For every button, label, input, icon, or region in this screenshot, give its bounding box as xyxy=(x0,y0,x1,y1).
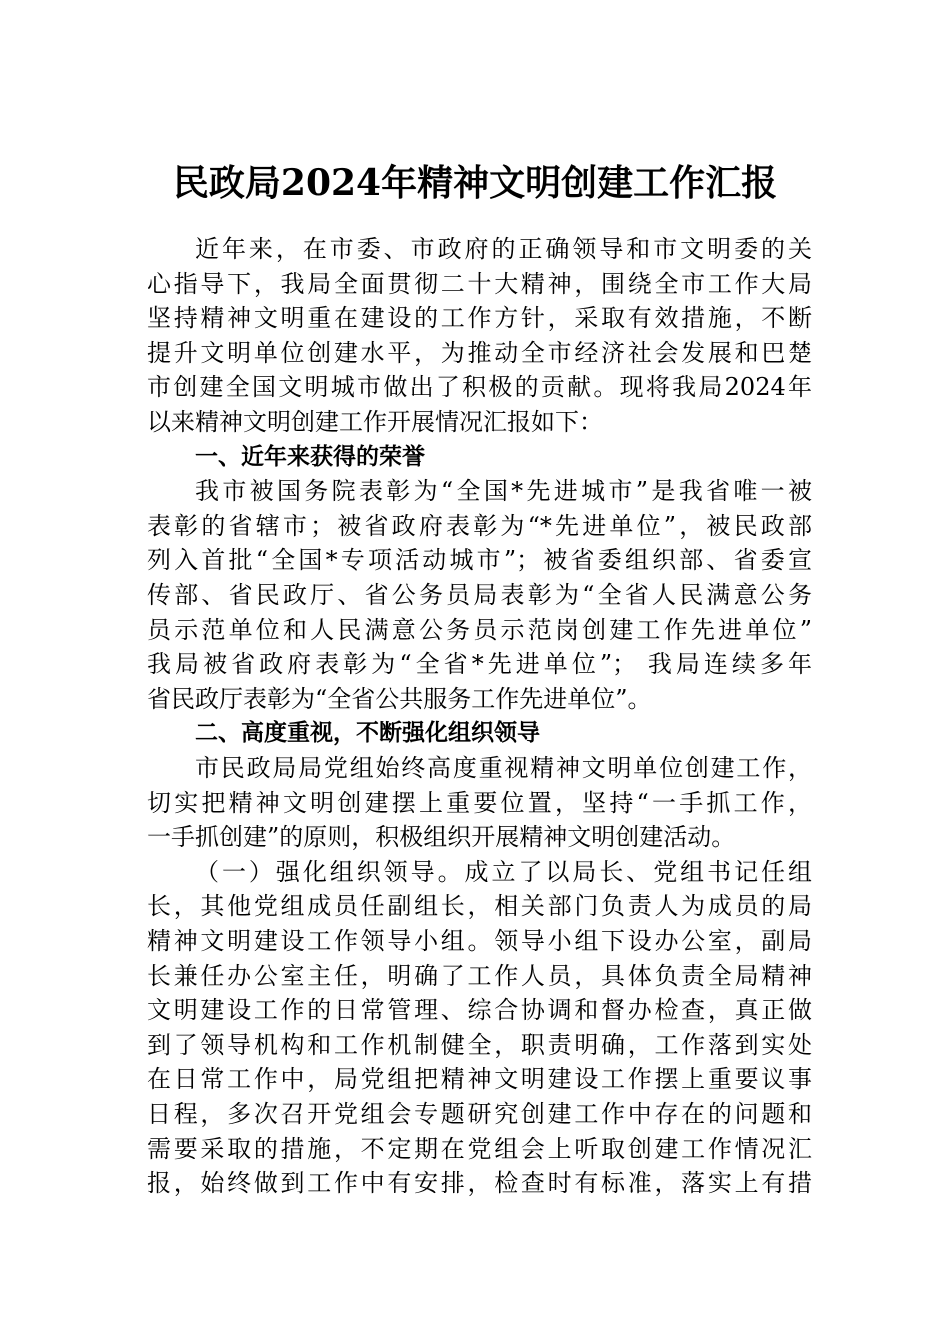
paragraph-line: 提升文明单位创建水平，为推动全市经济社会发展和巴楚 xyxy=(147,339,812,367)
paragraph-line: 员示范单位和人民满意公务员示范岗创建工作先进单位” xyxy=(147,616,812,644)
paragraph-line: 市创建全国文明城市做出了积极的贡献。现将我局2024年 xyxy=(147,373,812,401)
paragraph-line: 长，其他党组成员任副组长，相关部门负责人为成员的局 xyxy=(147,892,812,920)
paragraph-line: 列入首批“全国*专项活动城市”；被省委组织部、省委宣 xyxy=(147,546,812,574)
paragraph-line: 心指导下，我局全面贯彻二十大精神，围绕全市工作大局 xyxy=(147,270,812,298)
paragraph-line: 报，始终做到工作中有安排，检查时有标准，落实上有措 xyxy=(147,1169,812,1197)
section-heading: 一、近年来获得的荣誉 xyxy=(195,444,425,470)
paragraph-line: 表彰的省辖市；被省政府表彰为“*先进单位”，被民政部 xyxy=(147,512,812,540)
paragraph-line: 到了领导机构和工作机制健全，职责明确，工作落到实处 xyxy=(147,1031,812,1059)
paragraph-line: （一）强化组织领导。成立了以局长、党组书记任组 xyxy=(195,858,812,886)
paragraph-line: 在日常工作中，局党组把精神文明建设工作摆上重要议事 xyxy=(147,1065,812,1093)
paragraph-line: 长兼任办公室主任，明确了工作人员，具体负责全局精神 xyxy=(147,962,812,990)
paragraph-line: 以来精神文明创建工作开展情况汇报如下： xyxy=(147,408,603,436)
paragraph-line: 我市被国务院表彰为“全国*先进城市”是我省唯一被 xyxy=(195,477,812,505)
paragraph-line: 近年来，在市委、市政府的正确领导和市文明委的关 xyxy=(195,235,812,263)
paragraph-line: 需要采取的措施，不定期在党组会上听取创建工作情况汇 xyxy=(147,1135,812,1163)
paragraph-line: 日程，多次召开党组会专题研究创建工作中存在的问题和 xyxy=(147,1100,812,1128)
section-heading: 二、高度重视，不断强化组织领导 xyxy=(195,720,540,746)
document-title: 民政局2024年精神文明创建工作汇报 xyxy=(172,162,778,204)
paragraph-line: 省民政厅表彰为“全省公共服务工作先进单位”。 xyxy=(147,685,652,713)
paragraph-line: 坚持精神文明重在建设的工作方针，采取有效措施，不断 xyxy=(147,304,812,332)
paragraph-line: 传部、省民政厅、省公务员局表彰为“全省人民满意公务 xyxy=(147,581,812,609)
paragraph-line: 市民政局局党组始终高度重视精神文明单位创建工作， xyxy=(195,754,812,782)
paragraph-line: 精神文明建设工作领导小组。领导小组下设办公室，副局 xyxy=(147,927,812,955)
paragraph-line: 一手抓创建”的原则，积极组织开展精神文明创建活动。 xyxy=(147,823,736,851)
paragraph-line: 切实把精神文明创建摆上重要位置，坚持“一手抓工作， xyxy=(147,789,812,817)
paragraph-line: 我局被省政府表彰为“全省*先进单位”； 我局连续多年 xyxy=(147,650,812,678)
paragraph-line: 文明建设工作的日常管理、综合协调和督办检查，真正做 xyxy=(147,996,812,1024)
